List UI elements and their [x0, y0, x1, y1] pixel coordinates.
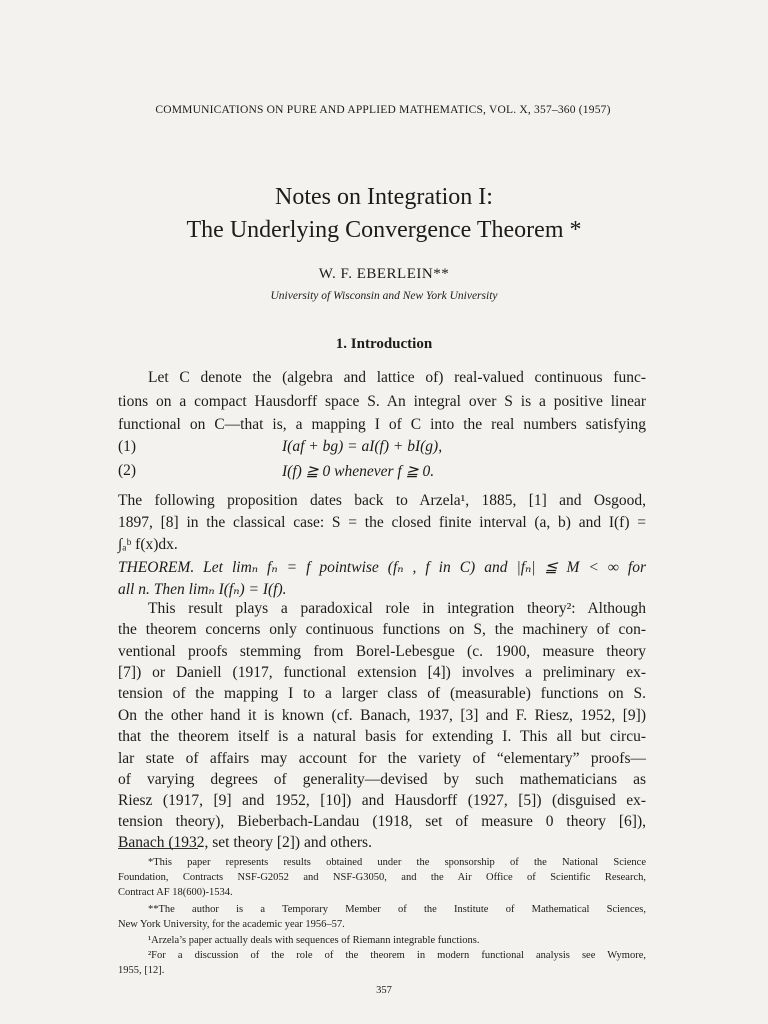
body-line: 1897, [8] in the classical case: S = the closed finite interval (a, b) and I(f) = [118, 514, 646, 531]
affiliation: University of Wisconsin and New York University [270, 290, 498, 302]
page-number: 357 [376, 985, 392, 996]
equation-number: (1) [118, 438, 137, 455]
body-line: Let C denote the (algebra and lattice of) real-valued continuous func- [148, 369, 646, 386]
body-line: tension theory), Bieberbach-Landau (1918, set of measure 0 theory [6]), [118, 813, 646, 830]
footnote-line: Contract AF 18(600)-1534. [118, 887, 233, 898]
title-line-1: Notes on Integration I: [275, 184, 493, 210]
body-line: of varying degrees of generality—devised by such mathematicians as [118, 771, 646, 788]
theorem-line: THEOREM. Let limₙ fₙ = f pointwise (fₙ , f in C) and |fₙ| ≦ M < ∞ for [118, 559, 646, 576]
footnote-line: 1955, [12]. [118, 965, 165, 976]
body-line: ∫ₐᵇ f(x)dx. [118, 536, 178, 553]
footnote-line: ²For a discussion of the role of the theorem in modern functional analysis see Wymore, [148, 950, 646, 961]
running-head: COMMUNICATIONS ON PURE AND APPLIED MATHEMATICS, VOL. X, 357–360 (1957) [155, 104, 611, 116]
footnote-line: New York University, for the academic year 1956–57. [118, 919, 345, 930]
footnote-line: Foundation, Contracts NSF-G2052 and NSF-G3050, and the Air Office of Scientific Research, [118, 872, 646, 883]
body-line: Riesz (1917, [9] and 1952, [10]) and Hausdorff (1927, [5]) (disguised ex- [118, 792, 646, 809]
footnote-rule [118, 848, 198, 849]
footnote-line: ¹Arzela’s paper actually deals with sequences of Riemann integrable functions. [148, 935, 480, 946]
body-line: The following proposition dates back to Arzela¹, 1885, [1] and Osgood, [118, 492, 646, 509]
theorem-line: all n. Then limₙ I(fₙ) = I(f). [118, 581, 287, 598]
title-line-2: The Underlying Convergence Theorem * [186, 217, 582, 243]
body-line: [7]) or Daniell (1917, functional extension [4]) involves a preliminary ex- [118, 664, 646, 681]
equation-number: (2) [118, 462, 137, 479]
body-line: tions on a compact Hausdorff space S. An integral over S is a positive linear [118, 393, 646, 410]
body-line: Banach (1932, set theory [2]) and others. [118, 834, 372, 851]
footnote-line: *This paper represents results obtained under the sponsorship of the National Science [148, 857, 646, 868]
section-heading: 1. Introduction [335, 336, 433, 352]
body-line: On the other hand it is known (cf. Banach, 1937, [3] and F. Riesz, 1952, [9]) [118, 707, 646, 724]
author: W. F. EBERLEIN** [318, 266, 450, 282]
body-line: This result plays a paradoxical role in integration theory²: Although [148, 600, 646, 617]
body-line: functional on C—that is, a mapping I of C into the real numbers satisfying [118, 416, 646, 433]
equation: I(af + bg) = aI(f) + bI(g), [282, 438, 443, 455]
body-line: ventional proofs stemming from Borel-Lebesgue (c. 1900, measure theory [118, 643, 646, 660]
body-line: lar state of affairs may account for the variety of “elementary” proofs— [118, 750, 646, 767]
footnote-line: **The author is a Temporary Member of the Institute of Mathematical Sciences, [148, 904, 646, 915]
body-line: the theorem concerns only continuous functions on S, the machinery of con- [118, 621, 646, 638]
body-line: tension of the mapping I to a larger class of (measurable) functions on S. [118, 685, 646, 702]
equation: I(f) ≧ 0 whenever f ≧ 0. [282, 463, 435, 480]
body-line: that the theorem itself is a natural basis for extending I. This all but circu- [118, 728, 646, 745]
